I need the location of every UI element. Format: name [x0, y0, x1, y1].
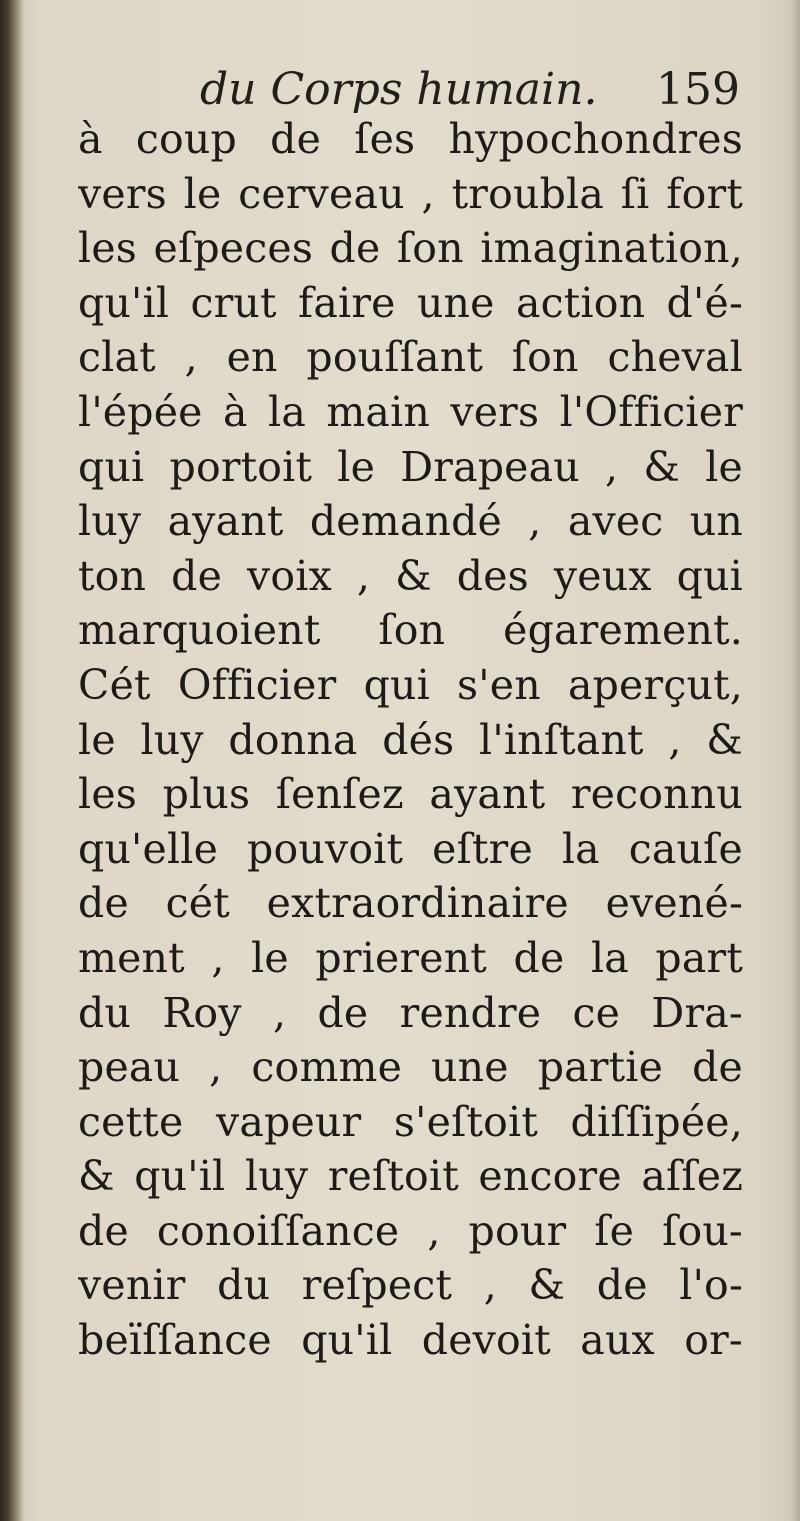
text-line: Cét Officier qui s'en aperçut,: [78, 660, 743, 709]
binding-shadow: [0, 0, 24, 1521]
text-line: cette vapeur s'eſtoit diſſipée,: [78, 1097, 743, 1146]
text-line: peau , comme une partie de: [78, 1043, 743, 1092]
text-line: beïſſance qu'il devoit aux or-: [78, 1316, 743, 1365]
page-edge: [790, 0, 800, 1521]
text-line: les eſpeces de ſon imagination,: [78, 224, 743, 273]
text-line: de conoiſſance , pour ſe ſou-: [78, 1206, 743, 1255]
text-line: les plus ſenſez ayant reconnu: [78, 770, 743, 819]
text-line: luy ayant demandé , avec un: [78, 497, 743, 546]
text-line: qu'il crut faire une action d'é-: [78, 278, 743, 327]
text-line: de cét extraordinaire evené-: [78, 879, 743, 928]
text-line: ton de voix , & des yeux qui: [78, 551, 743, 600]
text-line: qui portoit le Drapeau , & le: [78, 442, 743, 491]
text-line: le luy donna dés l'inſtant , &: [78, 715, 743, 764]
text-line: vers le cerveau , troubla ſi fort: [78, 169, 743, 218]
page-number: 159: [656, 64, 740, 115]
running-title: du Corps humain.: [200, 64, 598, 115]
text-line: marquoient ſon égarement.: [78, 606, 743, 655]
text-line: à coup de ſes hypochondres: [78, 115, 743, 163]
text-line: du Roy , de rendre ce Dra-: [78, 988, 743, 1037]
text-line: ment , le prierent de la part: [78, 933, 743, 982]
text-line: venir du reſpect , & de l'o-: [78, 1261, 743, 1310]
text-line: clat , en pouſſant ſon cheval: [78, 333, 743, 382]
text-line: qu'elle pouvoit eſtre la cauſe: [78, 824, 743, 873]
body-text: [78, 112, 743, 1368]
text-line: l'épée à la main vers l'Officier: [78, 387, 743, 436]
text-line: & qu'il luy reſtoit encore aſſez: [78, 1152, 743, 1201]
